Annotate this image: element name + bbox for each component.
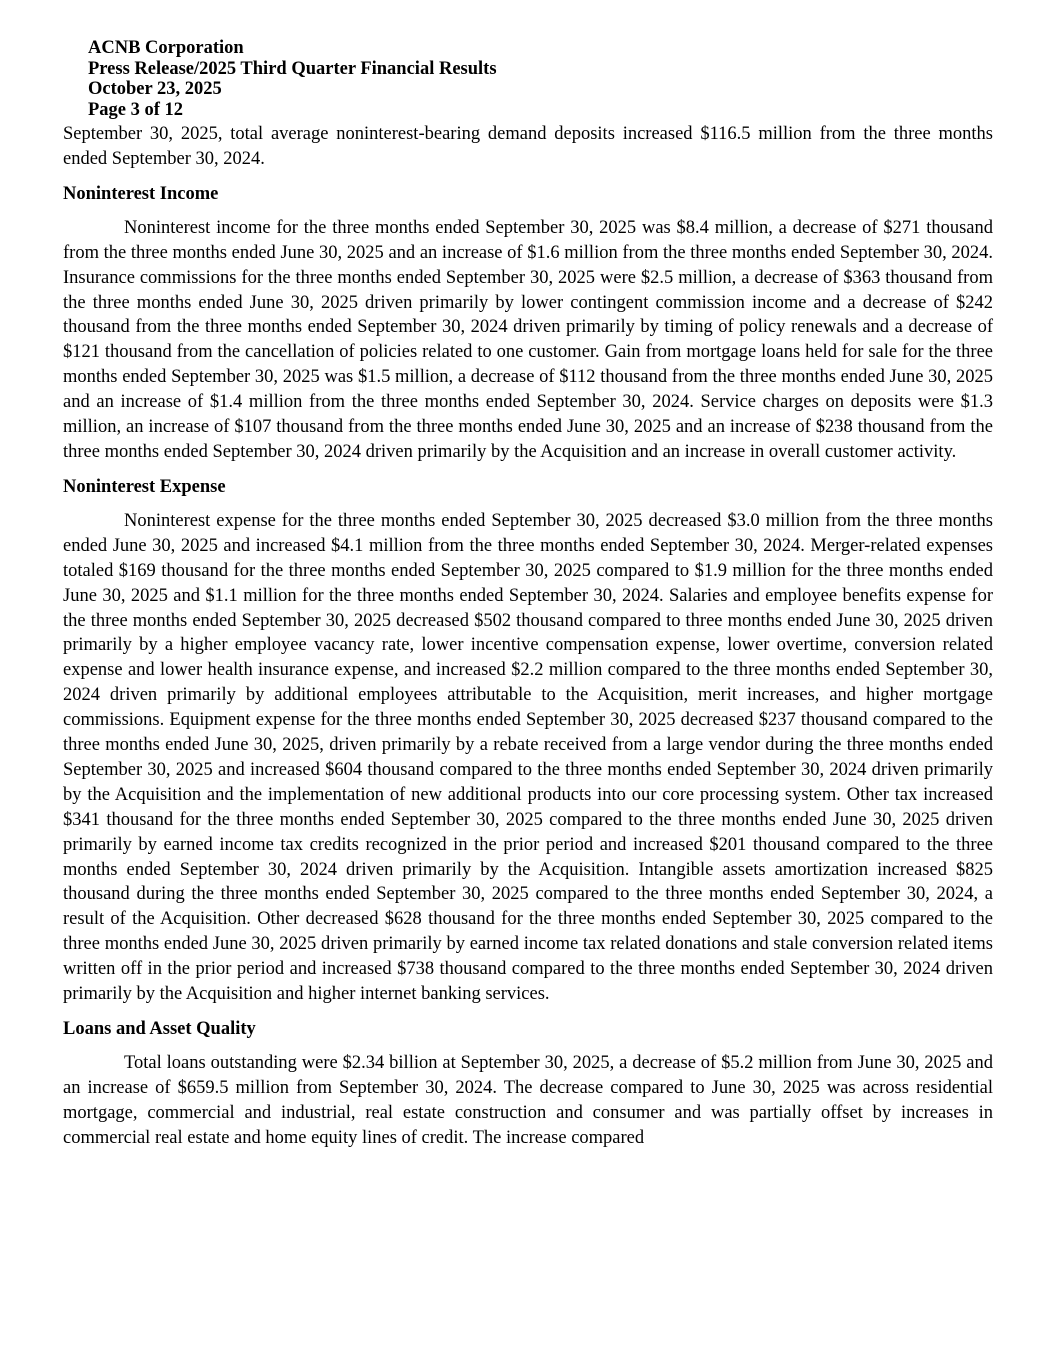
release-title: Press Release/2025 Third Quarter Financial Results xyxy=(88,58,497,79)
continuation-paragraph: September 30, 2025, total average noninterest-bearing demand deposits increased $116.5 million from the three months ended September 30, 2024. xyxy=(63,124,993,169)
document-page xyxy=(63,38,993,1151)
section-heading-noninterest-expense: Noninterest Expense xyxy=(63,476,226,497)
section-heading-loans-asset-quality: Loans and Asset Quality xyxy=(63,1019,256,1039)
company-name: ACNB Corporation xyxy=(88,38,244,58)
page-header xyxy=(88,38,993,120)
page-number: Page 3 of 12 xyxy=(88,99,184,120)
noninterest-income-paragraph: Noninterest income for the three months ended September 30, 2025 was $8.4 million, a decrease of $271 thousand from the three months ended June 30, 2025 and an increase of $1.6 million from the three months ended September 30, 2024. Insurance commissions for the three months ended September 30, 2025 were $2.5 million, a decrease of $363 thousand from the three months ended June 30, 2025 driven primarily by lower contingent commission income and a decrease of $242 thousand from the three months ended September 30, 2024 driven primarily by timing of policy renewals and a decrease of $121 thousand from the cancellation of policies related to one customer. Gain from mortgage loans held for sale for the three months ended September 30, 2025 was $1.5 million, a decrease of $112 thousand from the three months ended June 30, 2025 and an increase of $1.4 million from the three months ended September 30, 2024. Service charges on deposits were $1.3 million, an increase of $107 thousand from the three months ended June 30, 2025 and an increase of $238 thousand from the three months ended September 30, 2024 driven primarily by the Acquisition and an increase in overall customer activity. xyxy=(63,217,993,462)
section-heading-noninterest-income: Noninterest Income xyxy=(63,183,219,204)
release-date: October 23, 2025 xyxy=(88,79,222,99)
loans-asset-quality-paragraph: Total loans outstanding were $2.34 billion at September 30, 2025, a decrease of $5.2 million from June 30, 2025 and an increase of $659.5 million from September 30, 2024. The decrease compared to June 30, 2025 was across residential mortgage, commercial and industrial, real estate construction and consumer and was partially offset by increases in commercial real estate and home equity lines of credit. The increase compared xyxy=(63,1053,993,1148)
noninterest-expense-paragraph: Noninterest expense for the three months ended September 30, 2025 decreased $3.0 million from the three months ended June 30, 2025 and increased $4.1 million from the three months ended September 30, 2024. Merger-related expenses totaled $169 thousand for the three months ended September 30, 2025 compared to $1.9 million for the three months ended June 30, 2025 and $1.1 million for the three months ended September 30, 2024. Salaries and employee benefits expense for the three months ended September 30, 2025 decreased $502 thousand compared to three months ended June 30, 2025 driven primarily by a higher employee vacancy rate, lower incentive compensation expense, lower overtime, conversion related expense and lower health insurance expense, and increased $2.2 million compared to the three months ended September 30, 2024 driven primarily by additional employees attributable to the Acquisition, merit increases, and higher mortgage commissions. Equipment expense for the three months ended September 30, 2025 decreased $237 thousand compared to the three months ended June 30, 2025, driven primarily by a rebate received from a large vendor during the three months ended September 30, 2025 and increased $604 thousand compared to the three months ended September 30, 2024 driven primarily by the Acquisition and the implementation of new additional products into our core processing system. Other tax increased $341 thousand for the three months ended September 30, 2025 compared to the three months ended June 30, 2025 driven primarily by earned income tax credits recognized in the prior period and increased $201 thousand compared to the three months ended September 30, 2024 driven primarily by the Acquisition. Intangible assets amortization increased $825 thousand during the three months ended September 30, 2025 compared to the three months ended September 30, 2024, a result of the Acquisition. Other decreased $628 thousand for the three months ended September 30, 2025 compared to the three months ended June 30, 2025 driven primarily by earned income tax related donations and stale conversion related items written off in the prior period and increased $738 thousand compared to the three months ended September 30, 2024 driven primarily by the Acquisition and higher internet banking services. xyxy=(63,510,993,1005)
